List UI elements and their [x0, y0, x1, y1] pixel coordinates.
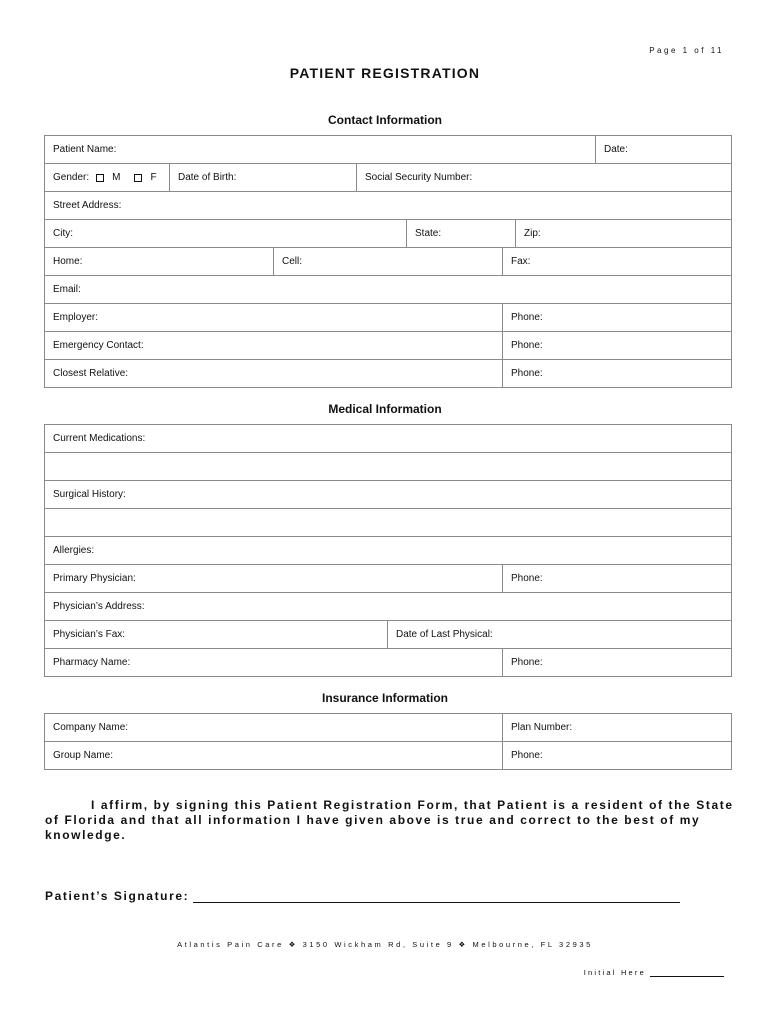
- gender-male-label: M: [112, 172, 121, 183]
- contact-table: [44, 135, 732, 388]
- table-row: [45, 164, 732, 192]
- insurance-phone-field[interactable]: Phone:: [503, 742, 732, 769]
- primary-physician-phone-field[interactable]: Phone:: [503, 565, 732, 592]
- insurance-company-field[interactable]: Company Name:: [45, 714, 503, 741]
- table-row: [45, 276, 732, 304]
- footer-address: Atlantis Pain Care ❖ 3150 Wickham Rd, Suite 9 ❖ Melbourne, FL 32935: [177, 940, 593, 949]
- city-field[interactable]: City:: [45, 220, 407, 247]
- table-row: [45, 304, 732, 332]
- table-row: [45, 453, 732, 481]
- emergency-phone-field[interactable]: Phone:: [503, 332, 732, 359]
- gender-field: [45, 164, 170, 191]
- allergies-field[interactable]: Allergies:: [45, 537, 732, 564]
- dob-field[interactable]: Date of Birth:: [170, 164, 357, 191]
- primary-physician-field[interactable]: Primary Physician:: [45, 565, 503, 592]
- relative-phone-field[interactable]: Phone:: [503, 360, 732, 387]
- table-row: [45, 509, 732, 537]
- table-row: [45, 220, 732, 248]
- pharmacy-phone-field[interactable]: Phone:: [503, 649, 732, 676]
- table-row: [45, 621, 732, 649]
- gender-male-checkbox[interactable]: [96, 174, 104, 182]
- employer-phone-field[interactable]: Phone:: [503, 304, 732, 331]
- table-row: [45, 136, 732, 164]
- current-medications-continued-field[interactable]: [45, 453, 732, 480]
- street-address-field[interactable]: Street Address:: [45, 192, 732, 219]
- email-field[interactable]: Email:: [45, 276, 732, 303]
- physician-address-field[interactable]: Physician’s Address:: [45, 593, 732, 620]
- state-field[interactable]: State:: [407, 220, 516, 247]
- page-title: PATIENT REGISTRATION: [289, 65, 481, 81]
- closest-relative-field[interactable]: Closest Relative:: [45, 360, 503, 387]
- cell-phone-field[interactable]: Cell:: [274, 248, 503, 275]
- surgical-history-field[interactable]: Surgical History:: [45, 481, 732, 508]
- table-row: [45, 742, 732, 770]
- gender-female-checkbox[interactable]: [134, 174, 142, 182]
- gender-label: Gender:: [53, 172, 90, 183]
- gender-female-label: F: [150, 172, 157, 183]
- plan-number-field[interactable]: Plan Number:: [503, 714, 732, 741]
- fax-field[interactable]: Fax:: [503, 248, 732, 275]
- patient-name-field[interactable]: Patient Name:: [45, 136, 596, 163]
- table-row: [45, 332, 732, 360]
- emergency-contact-field[interactable]: Emergency Contact:: [45, 332, 503, 359]
- affirmation-text: I affirm, by signing this Patient Registration Form, that Patient is a resident of the State of Florida and that all information I have given above is true and correct to the best of my knowledge.: [45, 798, 734, 842]
- table-row: [45, 425, 732, 453]
- table-row: [45, 360, 732, 388]
- employer-field[interactable]: Employer:: [45, 304, 503, 331]
- table-row: [45, 248, 732, 276]
- signature-line[interactable]: [193, 888, 680, 903]
- initial-line[interactable]: [650, 968, 724, 977]
- initial-label: Initial Here: [583, 968, 646, 977]
- table-row: [45, 565, 732, 593]
- pharmacy-name-field[interactable]: Pharmacy Name:: [45, 649, 503, 676]
- signature-label: Patient’s Signature:: [45, 889, 190, 903]
- last-physical-date-field[interactable]: Date of Last Physical:: [388, 621, 732, 648]
- table-row: [45, 192, 732, 220]
- table-row: [45, 593, 732, 621]
- initial-row: [584, 968, 724, 977]
- page-number: Page 1 of 11: [649, 46, 724, 55]
- physician-fax-field[interactable]: Physician’s Fax:: [45, 621, 388, 648]
- ssn-field[interactable]: Social Security Number:: [357, 164, 732, 191]
- surgical-history-continued-field[interactable]: [45, 509, 732, 536]
- date-field[interactable]: Date:: [596, 136, 732, 163]
- medical-section-heading: Medical Information: [328, 402, 442, 416]
- home-phone-field[interactable]: Home:: [45, 248, 274, 275]
- group-name-field[interactable]: Group Name:: [45, 742, 503, 769]
- table-row: [45, 649, 732, 677]
- medical-table: [44, 424, 732, 677]
- signature-row: [45, 888, 680, 903]
- insurance-table: [44, 713, 732, 770]
- current-medications-field[interactable]: Current Medications:: [45, 425, 732, 452]
- insurance-section-heading: Insurance Information: [321, 691, 449, 705]
- table-row: [45, 714, 732, 742]
- table-row: [45, 537, 732, 565]
- contact-section-heading: Contact Information: [328, 113, 442, 127]
- zip-field[interactable]: Zip:: [516, 220, 732, 247]
- table-row: [45, 481, 732, 509]
